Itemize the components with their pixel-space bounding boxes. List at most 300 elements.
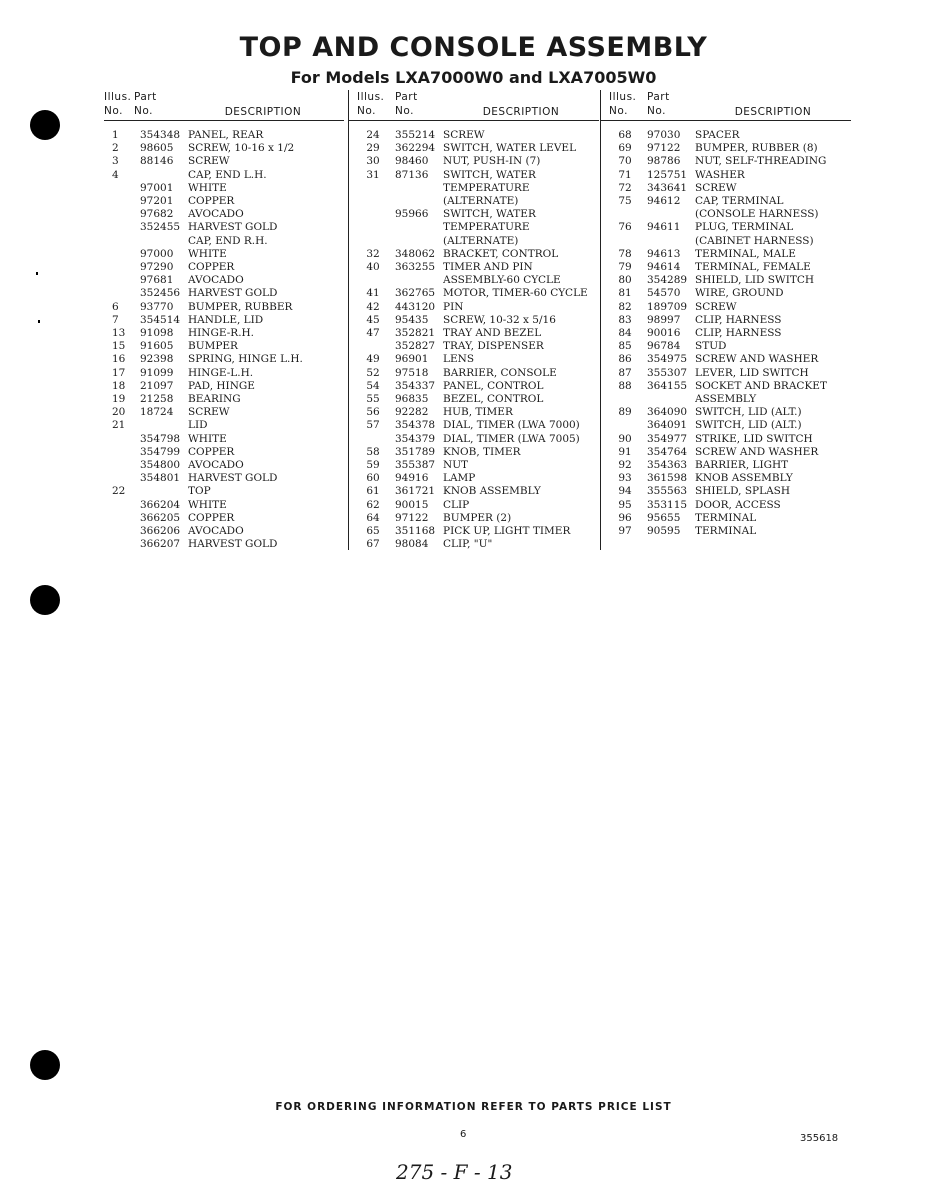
part-no: 97030: [647, 129, 681, 141]
parts-list: [601, 129, 851, 538]
illus-no: 68: [618, 129, 632, 141]
part-description: KNOB, TIMER: [443, 445, 521, 458]
part-no: 366206: [140, 525, 181, 538]
illus-no: 92: [618, 459, 632, 472]
parts-row: [357, 142, 599, 155]
illus-no: 93: [618, 472, 632, 485]
illus-no: 86: [618, 353, 632, 366]
illus-no: 40: [366, 261, 380, 274]
part-no: [140, 419, 188, 432]
part-description: WHITE: [188, 498, 227, 511]
part-no: 90015: [395, 498, 429, 511]
parts-row: [110, 221, 344, 234]
part-description: BEARING: [188, 393, 241, 406]
parts-column-2: [348, 90, 599, 550]
part-description: (ALTERNATE): [443, 234, 519, 247]
part-description: DIAL, TIMER (LWA 7000): [443, 419, 580, 432]
part-description: TERMINAL: [695, 525, 757, 538]
part-no: 97201: [140, 195, 174, 208]
part-no: 94612: [647, 195, 681, 208]
parts-row: [609, 261, 851, 274]
part-no: 361721: [395, 485, 436, 498]
part-no: 97290: [140, 261, 174, 274]
parts-row: [609, 340, 851, 353]
part-no: 364090: [647, 406, 688, 419]
illus-no-header: Illus. No.: [609, 91, 637, 117]
part-description: AVOCADO: [188, 274, 244, 287]
parts-row: [110, 182, 344, 195]
part-no: 362765: [395, 287, 436, 300]
part-description: BUMPER (2): [443, 511, 512, 524]
illus-no: 21: [112, 419, 126, 432]
parts-row: [110, 433, 344, 446]
part-description: (ALTERNATE): [443, 195, 519, 208]
parts-row: [609, 221, 851, 234]
part-description: WHITE: [188, 247, 227, 260]
parts-row: [609, 287, 851, 300]
part-description: BUMPER, RUBBER: [188, 300, 293, 313]
illus-no: [110, 221, 140, 234]
illus-no: 16: [112, 353, 126, 366]
part-no: [395, 221, 443, 234]
illus-no: 49: [366, 353, 380, 366]
illus-no: 76: [618, 221, 632, 234]
part-description: ASSEMBLY: [695, 393, 757, 406]
illus-no: 45: [366, 313, 380, 326]
part-no: 96835: [395, 393, 429, 406]
part-no: 351789: [395, 445, 436, 458]
part-description: SHIELD, LID SWITCH: [695, 274, 815, 287]
illus-no: 47: [366, 327, 380, 340]
part-no: 362294: [395, 142, 436, 155]
parts-row: [357, 538, 599, 551]
part-description: SPRING, HINGE L.H.: [188, 353, 303, 366]
parts-row: [357, 129, 599, 142]
part-no: 98084: [395, 538, 429, 551]
illus-no: 22: [112, 485, 126, 498]
part-no: 354514: [140, 313, 181, 326]
part-description: CAP, TERMINAL: [695, 195, 784, 208]
illus-no: [110, 235, 140, 248]
document-number: 355618: [800, 1133, 839, 1144]
part-description: TEMPERATURE: [443, 221, 530, 234]
parts-row: [110, 485, 344, 498]
part-description: BARRIER, CONSOLE: [443, 366, 557, 379]
parts-row: [110, 446, 344, 459]
parts-row: [609, 485, 851, 498]
illus-no: [357, 340, 395, 353]
part-description: SWITCH, WATER LEVEL: [443, 142, 577, 155]
parts-row: [357, 393, 599, 406]
part-no: 88146: [140, 155, 174, 168]
illus-no: [110, 195, 140, 208]
part-description: CAP, END L.H.: [188, 168, 267, 181]
part-description: PLUG, TERMINAL: [695, 221, 794, 234]
illus-no: [357, 195, 395, 208]
part-description: TOP: [188, 485, 211, 498]
parts-row: [609, 406, 851, 419]
parts-row: [609, 327, 851, 340]
part-no: 97518: [395, 366, 429, 379]
illus-no: 3: [112, 155, 119, 168]
illus-no: 90: [618, 432, 632, 445]
part-no: 97122: [647, 142, 681, 155]
part-no: 98605: [140, 142, 174, 155]
illus-no-header: Illus. No.: [357, 91, 385, 117]
illus-no: 69: [618, 142, 632, 155]
parts-row: [357, 327, 599, 340]
illus-no: 58: [366, 445, 380, 458]
illus-no: 6: [112, 300, 119, 313]
part-no: [395, 182, 443, 195]
illus-no: 95: [618, 498, 632, 511]
part-no: 354799: [140, 445, 181, 458]
part-no: 351168: [395, 525, 436, 538]
part-description: SPACER: [695, 129, 740, 141]
part-no: 352456: [140, 287, 181, 300]
illus-no: [110, 208, 140, 221]
part-description: TERMINAL, MALE: [695, 247, 796, 260]
parts-row: [609, 525, 851, 538]
parts-row: [357, 235, 599, 248]
part-description: WHITE: [188, 181, 227, 194]
part-no: 352455: [140, 221, 181, 234]
parts-row: [357, 169, 599, 182]
part-description: TERMINAL: [695, 511, 757, 524]
part-no: [395, 235, 443, 248]
part-no: 96901: [395, 353, 429, 366]
part-description: SWITCH, LID (ALT.): [695, 406, 802, 419]
illus-no: [110, 261, 140, 274]
page-subtitle: For Models LXA7000W0 and LXA7005W0: [290, 68, 657, 87]
part-description: AVOCADO: [188, 208, 244, 221]
part-description: HARVEST GOLD: [188, 287, 278, 300]
part-description: COPPER: [188, 511, 235, 524]
illus-no: [110, 459, 140, 472]
part-description: SWITCH, LID (ALT.): [695, 419, 802, 432]
part-no: 94613: [647, 247, 681, 260]
part-description: PANEL, CONTROL: [443, 379, 544, 392]
part-description: KNOB ASSEMBLY: [695, 472, 793, 485]
part-no: 98460: [395, 155, 429, 168]
parts-row: [110, 393, 344, 406]
part-no: [140, 235, 188, 248]
parts-column-1: [104, 90, 344, 550]
parts-row: [110, 340, 344, 353]
part-no: 355307: [647, 366, 688, 379]
part-no: 354363: [647, 459, 688, 472]
part-description: NUT, SELF-THREADING: [695, 155, 827, 168]
parts-row: [609, 301, 851, 314]
part-description: CLIP: [443, 498, 470, 511]
part-description: AVOCADO: [188, 525, 244, 538]
part-description: BARRIER, LIGHT: [695, 459, 789, 472]
illus-no: 2: [112, 142, 119, 155]
illus-no: [609, 419, 647, 432]
description-header: DESCRIPTION: [482, 106, 560, 118]
illus-no: 94: [618, 485, 632, 498]
parts-row: [110, 248, 344, 261]
part-no: 94611: [647, 221, 681, 234]
part-no: 348062: [395, 247, 436, 260]
parts-row: [357, 367, 599, 380]
part-description: AVOCADO: [188, 459, 244, 472]
part-description: SCREW, 10-32 x 5/16: [443, 313, 556, 326]
part-no-header: Part No.: [134, 91, 157, 117]
parts-row: [609, 446, 851, 459]
illus-no: 1: [112, 129, 119, 141]
part-description: DOOR, ACCESS: [695, 498, 781, 511]
part-description: HINGE-R.H.: [188, 327, 255, 340]
part-description: STRIKE, LID SWITCH: [695, 432, 813, 445]
parts-row: [110, 169, 344, 182]
illus-no: 29: [366, 142, 380, 155]
part-description: LEVER, LID SWITCH: [695, 366, 809, 379]
speck-mark: [36, 272, 38, 275]
part-description: TRAY AND BEZEL: [443, 327, 542, 340]
parts-row: [357, 314, 599, 327]
part-no: 97000: [140, 247, 174, 260]
parts-row: [357, 208, 599, 221]
illus-no: 18: [112, 379, 126, 392]
illus-no: 96: [618, 511, 632, 524]
part-no: 54570: [647, 287, 681, 300]
illus-no: 20: [112, 406, 126, 419]
illus-no: 15: [112, 340, 126, 353]
part-no: 21097: [140, 379, 174, 392]
parts-row: [110, 499, 344, 512]
parts-row: [357, 261, 599, 274]
part-no-header: Part No.: [395, 91, 418, 117]
parts-row: [609, 248, 851, 261]
part-no: 91605: [140, 340, 174, 353]
part-no: 355563: [647, 485, 688, 498]
part-description: SWITCH, WATER: [443, 168, 536, 181]
parts-row: [357, 459, 599, 472]
part-no: 355214: [395, 129, 436, 141]
parts-row: [609, 208, 851, 221]
part-description: BEZEL, CONTROL: [443, 393, 544, 406]
part-no: 97681: [140, 274, 174, 287]
illus-no: 91: [618, 445, 632, 458]
part-description: STUD: [695, 340, 727, 353]
part-description: (CONSOLE HARNESS): [695, 208, 819, 221]
part-description: SCREW: [188, 406, 230, 419]
part-description: SCREW, 10-16 x 1/2: [188, 142, 295, 155]
parts-row: [110, 472, 344, 485]
illus-no: 60: [366, 472, 380, 485]
part-description: SCREW AND WASHER: [695, 353, 819, 366]
illus-no: [110, 446, 140, 459]
illus-no: 78: [618, 247, 632, 260]
parts-row: [110, 406, 344, 419]
part-description: WIRE, GROUND: [695, 287, 784, 300]
part-description: CAP, END R.H.: [188, 234, 268, 247]
part-no: [140, 169, 188, 182]
parts-row: [609, 419, 851, 432]
illus-no: [357, 433, 395, 446]
column-header: [104, 90, 344, 121]
part-no: 354764: [647, 445, 688, 458]
illus-no: [110, 433, 140, 446]
parts-row: [110, 525, 344, 538]
part-no: 91098: [140, 327, 174, 340]
illus-no: 42: [366, 300, 380, 313]
parts-row: [357, 221, 599, 234]
parts-row: [609, 459, 851, 472]
part-description: BUMPER, RUBBER (8): [695, 142, 818, 155]
part-no: 98786: [647, 155, 681, 168]
part-description: TERMINAL, FEMALE: [695, 261, 811, 274]
part-description: HARVEST GOLD: [188, 472, 278, 485]
part-no: [647, 208, 695, 221]
parts-row: [357, 301, 599, 314]
parts-row: [357, 340, 599, 353]
parts-row: [609, 353, 851, 366]
parts-row: [110, 419, 344, 432]
parts-row: [357, 380, 599, 393]
parts-row: [609, 274, 851, 287]
illus-no: 81: [618, 287, 632, 300]
part-no: 363255: [395, 261, 436, 274]
description-header: DESCRIPTION: [734, 106, 812, 118]
parts-row: [357, 499, 599, 512]
parts-row: [357, 525, 599, 538]
illus-no: [357, 182, 395, 195]
parts-row: [110, 129, 344, 142]
part-no: [647, 393, 695, 406]
parts-row: [609, 195, 851, 208]
illus-no: [609, 393, 647, 406]
illus-no: [609, 235, 647, 248]
illus-no: 24: [366, 129, 380, 141]
part-no: 352827: [395, 340, 436, 353]
part-no: 354337: [395, 379, 436, 392]
part-no: [395, 195, 443, 208]
part-description: NUT: [443, 459, 469, 472]
parts-row: [357, 274, 599, 287]
part-no: 364091: [647, 419, 688, 432]
illus-no: [110, 499, 140, 512]
part-no: 96784: [647, 340, 681, 353]
part-description: SHIELD, SPLASH: [695, 485, 791, 498]
parts-row: [609, 393, 851, 406]
part-description: TRAY, DISPENSER: [443, 340, 544, 353]
illus-no-header: Illus. No.: [104, 91, 132, 117]
part-no: 97682: [140, 208, 174, 221]
illus-no: [110, 287, 140, 300]
illus-no: 70: [618, 155, 632, 168]
part-description: COPPER: [188, 261, 235, 274]
part-description: HUB, TIMER: [443, 406, 513, 419]
illus-no: [357, 274, 395, 287]
illus-no: [110, 538, 140, 551]
part-description: SCREW AND WASHER: [695, 445, 819, 458]
parts-list: [104, 129, 344, 552]
part-description: PANEL, REAR: [188, 129, 264, 141]
illus-no: 72: [618, 181, 632, 194]
part-no: 354289: [647, 274, 688, 287]
illus-no: 64: [366, 511, 380, 524]
ordering-footer: FOR ORDERING INFORMATION REFER TO PARTS PRICE LIST: [275, 1101, 672, 1113]
parts-row: [609, 169, 851, 182]
part-no: 90595: [647, 525, 681, 538]
part-no: [395, 274, 443, 287]
part-no: 97001: [140, 181, 174, 194]
part-description: TEMPERATURE: [443, 181, 530, 194]
parts-row: [110, 327, 344, 340]
parts-row: [110, 367, 344, 380]
part-no: 343641: [647, 181, 688, 194]
parts-row: [110, 208, 344, 221]
illus-no: [110, 274, 140, 287]
parts-row: [110, 314, 344, 327]
parts-row: [609, 182, 851, 195]
part-description: COPPER: [188, 445, 235, 458]
part-description: PIN: [443, 300, 464, 313]
column-header: [601, 90, 851, 121]
parts-row: [357, 472, 599, 485]
part-no: 354801: [140, 472, 181, 485]
illus-no: 17: [112, 366, 126, 379]
illus-no: [609, 208, 647, 221]
illus-no: 52: [366, 366, 380, 379]
part-description: SWITCH, WATER: [443, 208, 536, 221]
part-description: WASHER: [695, 168, 745, 181]
part-no: 354977: [647, 432, 688, 445]
parts-row: [110, 261, 344, 274]
part-no: 355387: [395, 459, 436, 472]
illus-no: 75: [618, 195, 632, 208]
part-description: LENS: [443, 353, 475, 366]
parts-row: [110, 512, 344, 525]
part-no: 94916: [395, 472, 429, 485]
parts-row: [110, 274, 344, 287]
illus-no: 54: [366, 379, 380, 392]
parts-row: [357, 485, 599, 498]
part-no: 354348: [140, 129, 181, 141]
illus-no: 4: [112, 168, 119, 181]
speck-mark: [38, 320, 40, 323]
part-no: 354378: [395, 419, 436, 432]
part-description: NUT, PUSH-IN (7): [443, 155, 541, 168]
illus-no: 7: [112, 313, 119, 326]
part-no: 352821: [395, 327, 436, 340]
illus-no: 71: [618, 168, 632, 181]
parts-row: [357, 155, 599, 168]
parts-row: [357, 287, 599, 300]
part-description: CLIP, HARNESS: [695, 327, 782, 340]
part-description: WHITE: [188, 432, 227, 445]
part-description: LAMP: [443, 472, 476, 485]
parts-row: [609, 235, 851, 248]
parts-row: [357, 353, 599, 366]
part-no: 98997: [647, 313, 681, 326]
part-description: SCREW: [443, 129, 485, 141]
illus-no: 41: [366, 287, 380, 300]
parts-row: [357, 195, 599, 208]
parts-row: [357, 433, 599, 446]
part-no: 366204: [140, 498, 181, 511]
part-no: 354975: [647, 353, 688, 366]
part-description: PICK UP, LIGHT TIMER: [443, 525, 571, 538]
illus-no: 97: [618, 525, 632, 538]
part-description: SCREW: [188, 155, 230, 168]
illus-no: [110, 472, 140, 485]
part-description: SOCKET AND BRACKET: [695, 379, 827, 392]
part-description: HANDLE, LID: [188, 313, 264, 326]
illus-no: [110, 248, 140, 261]
